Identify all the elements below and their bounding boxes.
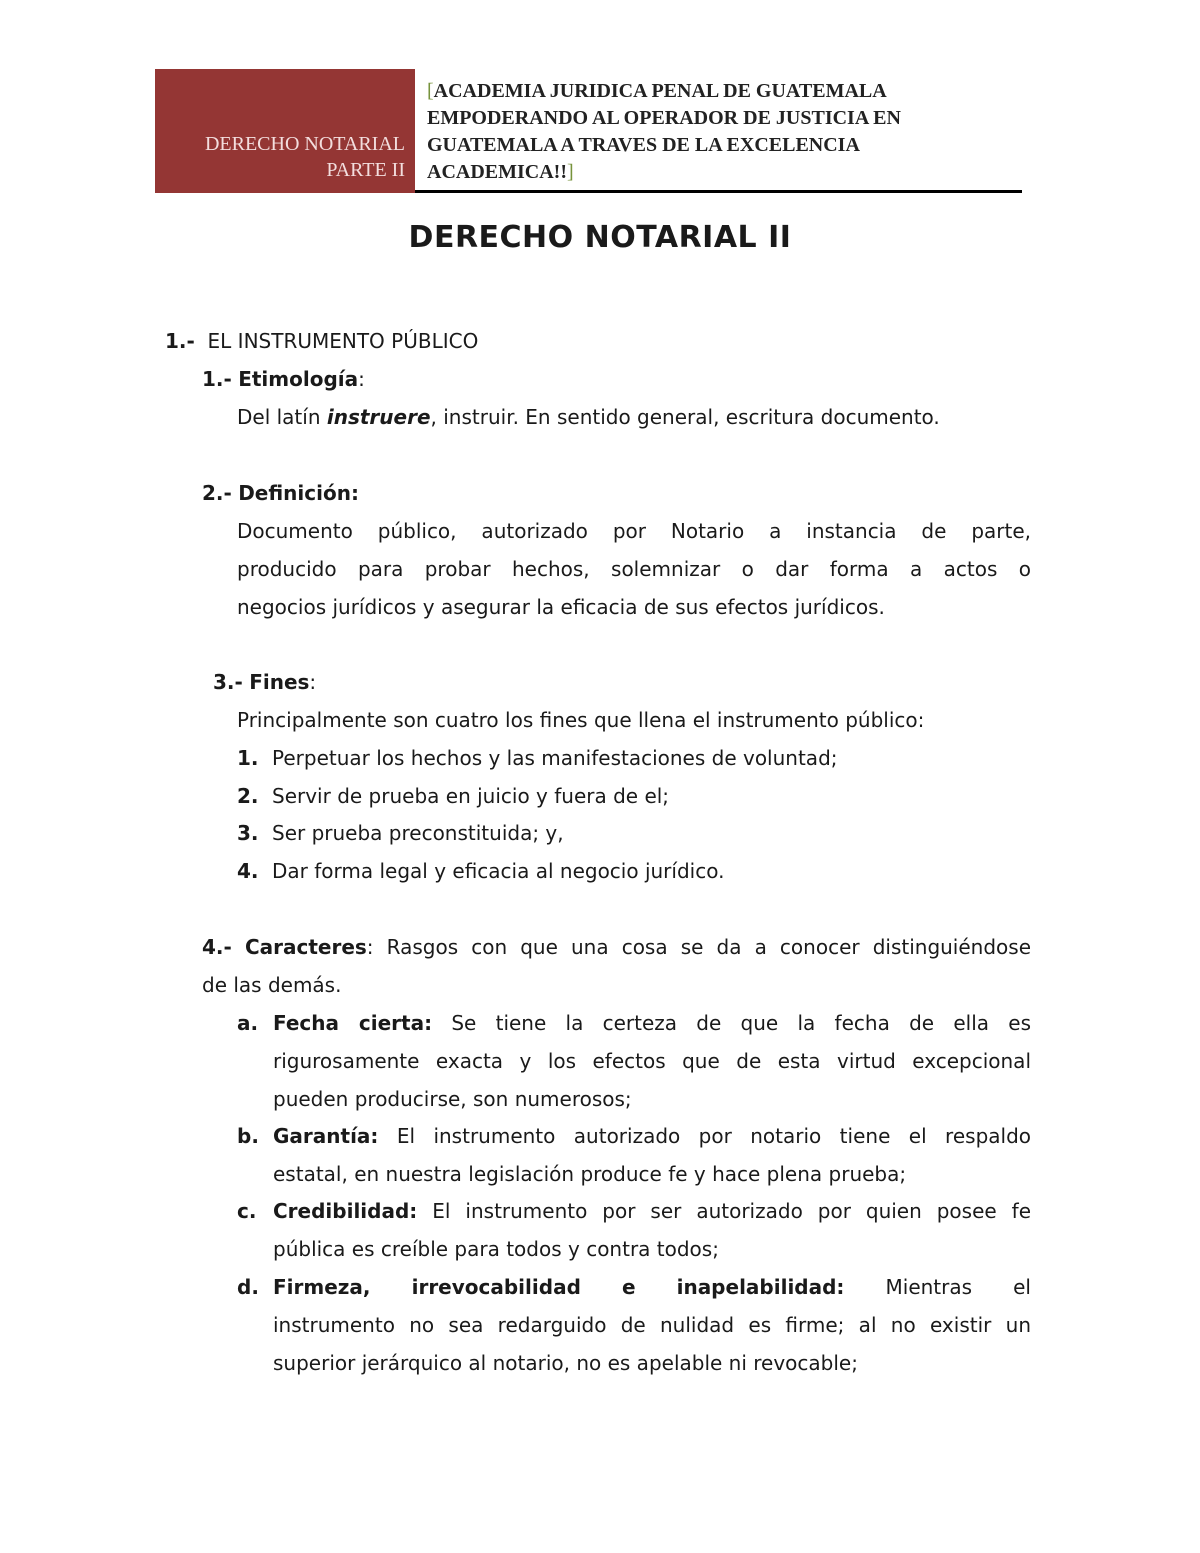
- item-text-line: superior jerárquico al notario, no es apelable ni revocable;: [273, 1351, 858, 1375]
- item-text: El instrumento por ser autorizado por quien posee fe: [432, 1199, 1032, 1223]
- list-item-letter: [237, 1117, 259, 1155]
- etimologia-text: [237, 398, 940, 436]
- item-letter-d: d.: [237, 1275, 259, 1299]
- list-item: [273, 1192, 1031, 1230]
- item-text-word: Mientras: [885, 1275, 973, 1299]
- definicion-number: 2.-: [202, 481, 232, 505]
- item-term: Fecha cierta:: [273, 1011, 433, 1035]
- etimologia-heading: [202, 360, 365, 398]
- item-text-line: rigurosamente exacta y los efectos que de esta virtud excepcional: [273, 1049, 1031, 1073]
- bracket-close: ]: [566, 161, 574, 183]
- etimologia-label: Etimología: [238, 367, 359, 391]
- etimologia-colon: :: [358, 367, 365, 391]
- list-item: [237, 852, 259, 890]
- caracteres-heading: [202, 928, 1031, 966]
- list-item-text: Perpetuar los hechos y las manifestaciones de voluntad;: [272, 746, 838, 770]
- list-item: [237, 814, 259, 852]
- etimologia-number: 1.-: [202, 367, 232, 391]
- page-title: DERECHO NOTARIAL II: [408, 220, 792, 255]
- item-text-line: pueden producirse, son numerosos;: [273, 1087, 632, 1111]
- definicion-label: Definición:: [238, 481, 359, 505]
- etimologia-term: instruere: [326, 405, 431, 429]
- caracteres-intro: : Rasgos con que una cosa se da a conocer distinguiéndose: [366, 935, 1032, 959]
- item-text-line: estatal, en nuestra legislación produce fe y hace plena prueba;: [273, 1162, 907, 1186]
- header-line4: ACADEMICA!!: [427, 161, 567, 183]
- item-term: Garantía:: [273, 1124, 379, 1148]
- fines-heading: [213, 663, 316, 701]
- list-item-number: 2.: [237, 784, 259, 808]
- definicion-line-3: negocios jurídicos y asegurar la eficacia de sus efectos jurídicos.: [237, 595, 885, 619]
- item-letter-b: b.: [237, 1124, 259, 1148]
- caracteres-label: Caracteres: [244, 935, 367, 959]
- header-line2: EMPODERANDO AL OPERADOR DE JUSTICIA EN: [427, 107, 901, 129]
- list-item: [273, 1117, 1031, 1155]
- item-term-word: e: [621, 1275, 636, 1299]
- etimologia-text-post: , instruir. En sentido general, escritura documento.: [430, 405, 940, 429]
- item-letter-a: a.: [237, 1011, 259, 1035]
- item-text-line: instrumento no sea redarguido de nulidad es firme; al no existir un: [273, 1313, 1031, 1337]
- list-item: [237, 739, 259, 777]
- section-number: 1.-: [165, 329, 195, 353]
- item-text: El instrumento autorizado por notario tiene el respaldo: [396, 1124, 1032, 1148]
- fines-colon: :: [309, 670, 317, 694]
- list-item-text: Dar forma legal y eficacia al negocio jurídico.: [272, 859, 725, 883]
- item-term-word: irrevocabilidad: [411, 1275, 581, 1299]
- fines-label: Fines: [249, 670, 310, 694]
- list-item-letter: [237, 1268, 259, 1306]
- caracteres-intro-line2: de las demás.: [202, 973, 342, 997]
- definicion-heading: [202, 474, 359, 512]
- header-line1: ACADEMIA JURIDICA PENAL DE GUATEMALA: [433, 80, 887, 102]
- item-text-word: el: [1013, 1275, 1031, 1299]
- header-academy-text: [427, 78, 1017, 186]
- header-banner: [155, 69, 415, 193]
- item-letter-c: c.: [237, 1199, 257, 1223]
- definicion-line-2: producido para probar hechos, solemnizar o dar forma a actos o: [237, 557, 1031, 581]
- list-item-letter: [237, 1004, 258, 1042]
- definicion-line-1: Documento público, autorizado por Notario a instancia de parte,: [237, 519, 1031, 543]
- item-term: Credibilidad:: [273, 1199, 418, 1223]
- list-item-text: Ser prueba preconstituida; y,: [272, 821, 564, 845]
- list-item-text: Servir de prueba en juicio y fuera de el;: [272, 784, 670, 808]
- list-item: [273, 1268, 1031, 1306]
- item-term-word: Firmeza,: [273, 1275, 371, 1299]
- item-term-word: inapelabilidad:: [676, 1275, 845, 1299]
- header-banner-line1: DERECHO NOTARIAL: [204, 133, 405, 155]
- list-item-number: 1.: [237, 746, 259, 770]
- fines-number: 3.-: [213, 670, 243, 694]
- section-title: EL INSTRUMENTO PÚBLICO: [207, 329, 479, 353]
- list-item-letter: [237, 1192, 256, 1230]
- item-text: Se tiene la certeza de que la fecha de ella es: [451, 1011, 1032, 1035]
- header-divider: [415, 190, 1022, 193]
- item-text-line: pública es creíble para todos y contra todos;: [273, 1237, 719, 1261]
- list-item: [273, 1004, 1031, 1042]
- section-heading: [165, 322, 478, 360]
- bracket-open: [: [427, 80, 434, 102]
- list-item: [237, 777, 259, 815]
- list-item-number: 3.: [237, 821, 259, 845]
- header-line3: GUATEMALA A TRAVES DE LA EXCELENCIA: [427, 134, 860, 156]
- fines-intro: Principalmente son cuatro los fines que llena el instrumento público:: [237, 708, 925, 732]
- caracteres-number: 4.-: [202, 935, 232, 959]
- list-item-number: 4.: [237, 859, 259, 883]
- header-banner-line2: PARTE II: [326, 159, 405, 181]
- etimologia-text-pre: Del latín: [237, 405, 327, 429]
